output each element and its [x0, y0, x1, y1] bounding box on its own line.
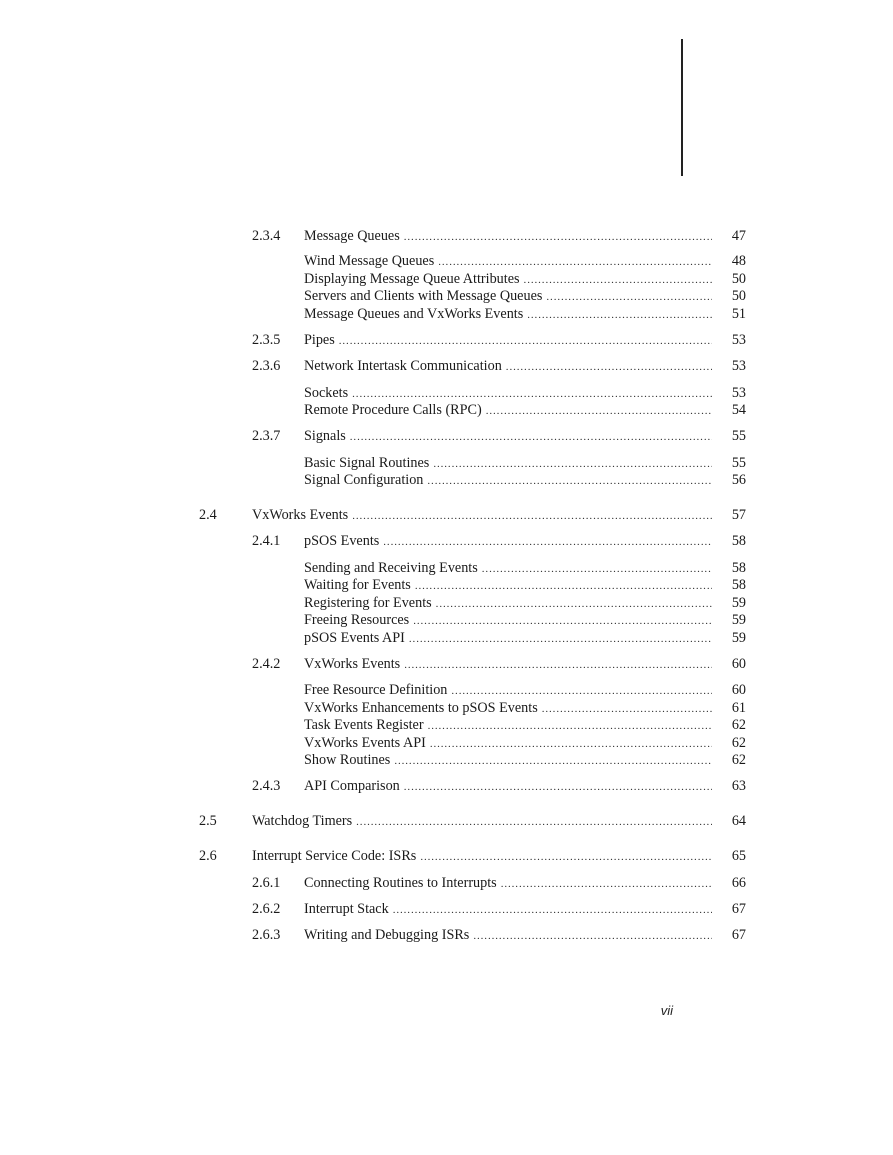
dot-leader	[546, 288, 712, 306]
toc-entry[interactable]	[0, 594, 893, 612]
toc-title[interactable]: Signals	[304, 428, 346, 444]
toc-title[interactable]: Pipes	[304, 332, 335, 348]
toc-page-number: 66	[731, 875, 746, 891]
toc-page-number: 47	[731, 228, 746, 244]
toc-title[interactable]: VxWorks Enhancements to pSOS Events	[304, 700, 538, 716]
toc-entry[interactable]	[0, 734, 893, 752]
toc-page-number: 62	[731, 717, 746, 733]
dot-leader	[404, 656, 712, 674]
toc-page-number: 62	[731, 752, 746, 768]
toc-entry[interactable]	[0, 384, 893, 402]
toc-page-number: 62	[731, 735, 746, 751]
toc-page-number: 50	[731, 271, 746, 287]
toc-section-number: 2.3.5	[252, 332, 281, 348]
toc-title[interactable]: Sending and Receiving Events	[304, 560, 478, 576]
toc-title[interactable]: Network Intertask Communication	[304, 358, 502, 374]
toc-title[interactable]: Message Queues and VxWorks Events	[304, 306, 524, 322]
dot-leader	[451, 682, 712, 700]
toc-title[interactable]: VxWorks Events	[304, 656, 401, 672]
toc-page-number: 58	[731, 560, 746, 576]
toc-title[interactable]: VxWorks Events API	[304, 735, 426, 751]
page-number: vii	[660, 1003, 673, 1018]
dot-leader	[501, 875, 712, 893]
toc-entry[interactable]	[0, 874, 893, 892]
dot-leader	[404, 778, 712, 796]
toc-section-number: 2.3.4	[252, 228, 281, 244]
toc-page-number: 58	[731, 533, 746, 549]
toc-page-number: 59	[731, 630, 746, 646]
toc-entry[interactable]	[0, 681, 893, 699]
toc-entry[interactable]	[0, 532, 893, 550]
toc-entry[interactable]	[0, 629, 893, 647]
toc-page-number: 63	[731, 778, 746, 794]
dot-leader	[427, 472, 712, 490]
dot-leader	[428, 717, 712, 735]
toc-page-number: 58	[731, 577, 746, 593]
toc-entry[interactable]	[0, 777, 893, 795]
toc-title[interactable]: Interrupt Service Code: ISRs	[252, 848, 417, 864]
toc-title[interactable]: Registering for Events	[304, 595, 432, 611]
toc-page-number: 53	[731, 358, 746, 374]
dot-leader	[486, 402, 712, 420]
dot-leader	[356, 813, 712, 831]
dot-leader	[409, 630, 712, 648]
toc-entry[interactable]	[0, 287, 893, 305]
toc-entry[interactable]	[0, 926, 893, 944]
toc-title[interactable]: Interrupt Stack	[304, 901, 389, 917]
toc-title[interactable]: pSOS Events API	[304, 630, 405, 646]
dot-leader	[394, 752, 712, 770]
dot-leader	[413, 612, 712, 630]
toc-entry[interactable]	[0, 227, 893, 245]
toc-entry[interactable]	[0, 506, 893, 524]
toc-section-number: 2.6.2	[252, 901, 281, 917]
toc-entry[interactable]	[0, 611, 893, 629]
dot-leader	[527, 306, 712, 324]
toc-title[interactable]: Writing and Debugging ISRs	[304, 927, 470, 943]
toc-title[interactable]: Show Routines	[304, 752, 391, 768]
toc-page-number: 50	[731, 288, 746, 304]
toc-title[interactable]: Basic Signal Routines	[304, 455, 430, 471]
toc-entry[interactable]	[0, 454, 893, 472]
dot-leader	[473, 927, 712, 945]
toc-entry[interactable]	[0, 401, 893, 419]
toc-title[interactable]: Free Resource Definition	[304, 682, 448, 698]
toc-title[interactable]: Message Queues	[304, 228, 400, 244]
toc-title[interactable]: Displaying Message Queue Attributes	[304, 271, 520, 287]
toc-title[interactable]: Remote Procedure Calls (RPC)	[304, 402, 482, 418]
dot-leader	[339, 332, 712, 350]
dot-leader	[420, 848, 712, 866]
toc-page-number: 54	[731, 402, 746, 418]
toc-page-number: 53	[731, 385, 746, 401]
toc-section-number: 2.5	[199, 813, 217, 829]
toc-entry[interactable]	[0, 900, 893, 918]
toc-entry[interactable]	[0, 576, 893, 594]
toc-page-number: 57	[731, 507, 746, 523]
toc-entry[interactable]	[0, 471, 893, 489]
toc-title[interactable]: API Comparison	[304, 778, 400, 794]
toc-section-number: 2.4.1	[252, 533, 281, 549]
dot-leader	[438, 253, 712, 271]
toc-page-number: 67	[731, 901, 746, 917]
toc-page-number: 67	[731, 927, 746, 943]
toc-entry[interactable]	[0, 427, 893, 445]
toc-entry[interactable]	[0, 357, 893, 375]
toc-entry[interactable]	[0, 751, 893, 769]
toc-title[interactable]: Signal Configuration	[304, 472, 424, 488]
toc-page-number: 64	[731, 813, 746, 829]
toc-entry[interactable]	[0, 331, 893, 349]
toc-section-number: 2.6.3	[252, 927, 281, 943]
toc-page-number: 60	[731, 656, 746, 672]
toc-entry[interactable]	[0, 559, 893, 577]
toc-title[interactable]: Waiting for Events	[304, 577, 411, 593]
toc-page-number: 60	[731, 682, 746, 698]
toc-page-number: 59	[731, 595, 746, 611]
dot-leader	[506, 358, 712, 376]
dot-leader	[383, 533, 712, 551]
toc-page-number: 53	[731, 332, 746, 348]
toc-page-number: 59	[731, 612, 746, 628]
toc-title[interactable]: Wind Message Queues	[304, 253, 435, 269]
toc-page-number: 51	[731, 306, 746, 322]
toc-entry[interactable]	[0, 305, 893, 323]
toc-title[interactable]: VxWorks Events	[252, 507, 349, 523]
toc-page-number: 65	[731, 848, 746, 864]
dot-leader	[352, 507, 712, 525]
toc-title[interactable]: pSOS Events	[304, 533, 380, 549]
toc-section-number: 2.3.6	[252, 358, 281, 374]
dot-leader	[404, 228, 712, 246]
dot-leader	[415, 577, 712, 595]
toc-section-number: 2.4	[199, 507, 217, 523]
toc-entry[interactable]	[0, 655, 893, 673]
toc-entry[interactable]	[0, 252, 893, 270]
toc-title[interactable]: Sockets	[304, 385, 349, 401]
toc-title[interactable]: Watchdog Timers	[252, 813, 353, 829]
dot-leader	[393, 901, 712, 919]
toc-page-number: 55	[731, 455, 746, 471]
toc-entry[interactable]	[0, 847, 893, 865]
toc-entry[interactable]	[0, 270, 893, 288]
toc-page-number: 55	[731, 428, 746, 444]
toc-title[interactable]: Freeing Resources	[304, 612, 410, 628]
toc-section-number: 2.4.3	[252, 778, 281, 794]
toc-section-number: 2.3.7	[252, 428, 281, 444]
toc-section-number: 2.4.2	[252, 656, 281, 672]
toc-entry[interactable]	[0, 716, 893, 734]
toc-title[interactable]: Servers and Clients with Message Queues	[304, 288, 543, 304]
toc-entry[interactable]	[0, 812, 893, 830]
toc-section-number: 2.6	[199, 848, 217, 864]
toc-section-number: 2.6.1	[252, 875, 281, 891]
toc-page-number: 61	[731, 700, 746, 716]
toc-title[interactable]: Task Events Register	[304, 717, 424, 733]
toc-page-number: 48	[731, 253, 746, 269]
toc-entry[interactable]	[0, 699, 893, 717]
toc-title[interactable]: Connecting Routines to Interrupts	[304, 875, 497, 891]
dot-leader	[350, 428, 712, 446]
toc-page-number: 56	[731, 472, 746, 488]
